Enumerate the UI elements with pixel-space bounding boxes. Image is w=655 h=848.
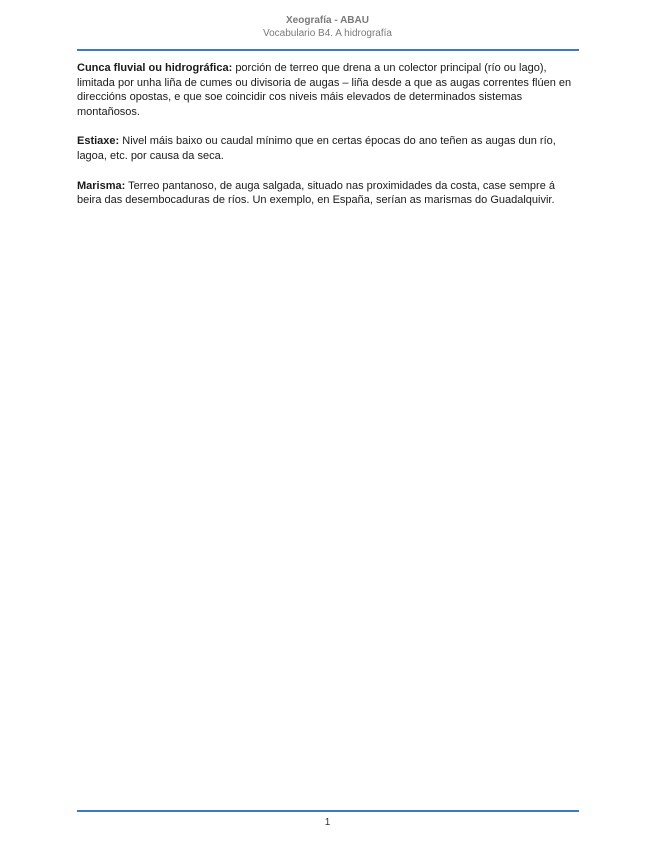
vocabulary-entry (77, 179, 579, 208)
footer-divider (77, 810, 579, 812)
page-number: 1 (324, 817, 331, 828)
document-subtitle: Vocabulario B4. A hidrografía (263, 28, 392, 39)
header-divider (77, 49, 579, 51)
entry-term: Estiaxe: (77, 135, 120, 148)
page-header (0, 14, 655, 40)
entry-term: Marisma: (77, 179, 126, 192)
entry-term: Cunca fluvial ou hidrográfica: (77, 62, 233, 74)
vocabulary-entry (77, 134, 579, 163)
entry-definition: porción de terreo que drena a un colector principal (río ou lago), limitada por unha liña de cumes ou divisoria de augas – liña desde a que as augas correntes flúen en direccións opostas, e que soe coincidir cos niveis máis elevados de determinados sistemas montañosos. (77, 62, 572, 118)
document-title: Xeografía - ABAU (286, 15, 369, 26)
entry-definition: Nivel máis baixo ou caudal mínimo que en certas épocas do ano teñen as augas dun río, lagoa, etc. por causa da seca. (77, 135, 556, 162)
vocabulary-entry (77, 61, 579, 119)
vocabulary-list (77, 61, 579, 223)
entry-definition: Terreo pantanoso, de auga salgada, situado nas proximidades da costa, case sempre á beira das desembocaduras de ríos. Un exemplo, en España, serían as marismas do Guadalquivir. (77, 179, 555, 207)
